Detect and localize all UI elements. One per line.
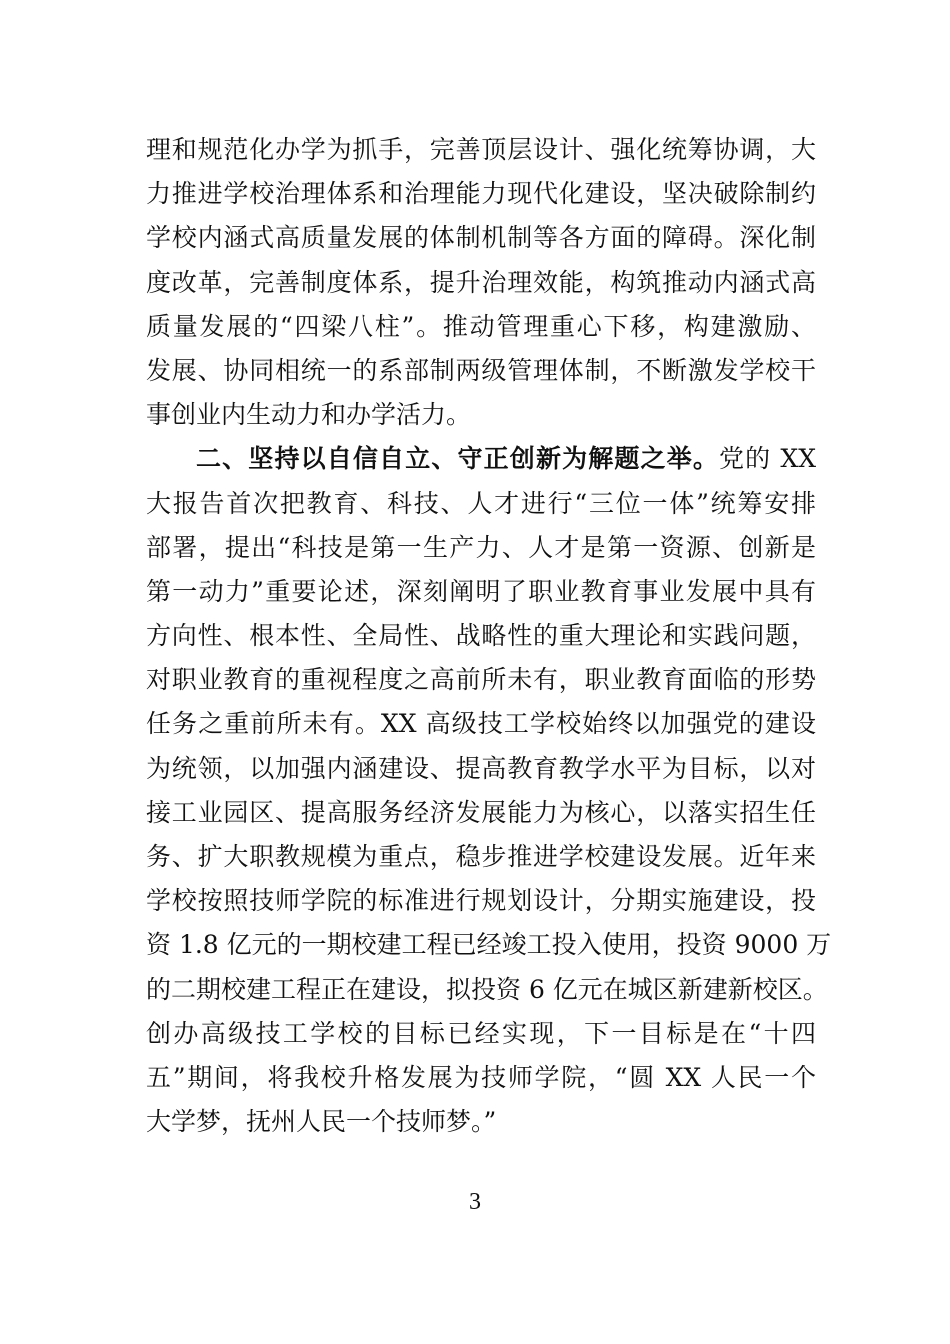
text-line: 质量发展的“四梁八柱”。推动管理重心下移，构建激励、 — [146, 311, 816, 341]
text-line: 五”期间，将我校升格发展为技师学院，“圆 XX 人民一个 — [146, 1062, 816, 1092]
text-line: 力推进学校治理体系和治理能力现代化建设，坚决破除制约 — [146, 179, 816, 209]
text-line: 为统领，以加强内涵建设、提高教育教学水平为目标，以对 — [146, 753, 816, 783]
text-line: 大报告首次把教育、科技、人才进行“三位一体”统筹安排 — [146, 488, 816, 518]
text-line: 第一动力”重要论述，深刻阐明了职业教育事业发展中具有 — [146, 576, 816, 606]
text-line: 学校内涵式高质量发展的体制机制等各方面的障碍。深化制 — [146, 223, 816, 253]
paragraph-2 — [146, 437, 832, 1144]
paragraph-first-line — [146, 437, 816, 481]
text-line: 对职业教育的重视程度之高前所未有，职业教育面临的形势 — [146, 665, 816, 695]
text-line: 接工业园区、提高服务经济发展能力为核心，以落实招生任 — [146, 797, 816, 827]
text-line: 理和规范化办学为抓手，完善顶层设计、强化统筹协调，大 — [146, 135, 816, 164]
body-text — [146, 128, 832, 1144]
text-line: 事创业内生动力和办学活力。 — [146, 400, 472, 430]
text-line: 方向性、根本性、全局性、战略性的重大理论和实践问题， — [146, 621, 816, 651]
paragraph-1 — [146, 128, 816, 437]
text-line: 学校按照技师学院的标准进行规划设计，分期实施建设，投 — [146, 886, 816, 916]
text-line: 发展、协同相统一的系部制两级管理体制，不断激发学校干 — [146, 355, 816, 385]
text-line: 大学梦，抚州人民一个技师梦。” — [146, 1107, 497, 1137]
text-line: 任务之重前所未有。XX 高级技工学校始终以加强党的建设 — [146, 709, 816, 739]
text-line: 部署，提出“科技是第一生产力、人才是第一资源、创新是 — [146, 532, 816, 562]
section-heading: 二、坚持以自信自立、守正创新为解题之举。 — [196, 444, 719, 474]
text-line: 度改革，完善制度体系，提升治理效能，构筑推动内涵式高 — [146, 267, 816, 297]
text-line: 务、扩大职教规模为重点，稳步推进学校建设发展。近年来 — [146, 842, 816, 871]
page-number: 3 — [469, 1189, 481, 1215]
text-line: 资 1.8 亿元的一期校建工程已经竣工投入使用，投资 9000 万 — [146, 930, 832, 960]
text-line: 的二期校建工程正在建设，拟投资 6 亿元在城区新建新校区。 — [146, 974, 828, 1004]
heading-following-text: 党的 XX — [719, 444, 816, 474]
text-line: 创办高级技工学校的目标已经实现，下一目标是在“十四 — [146, 1018, 816, 1048]
